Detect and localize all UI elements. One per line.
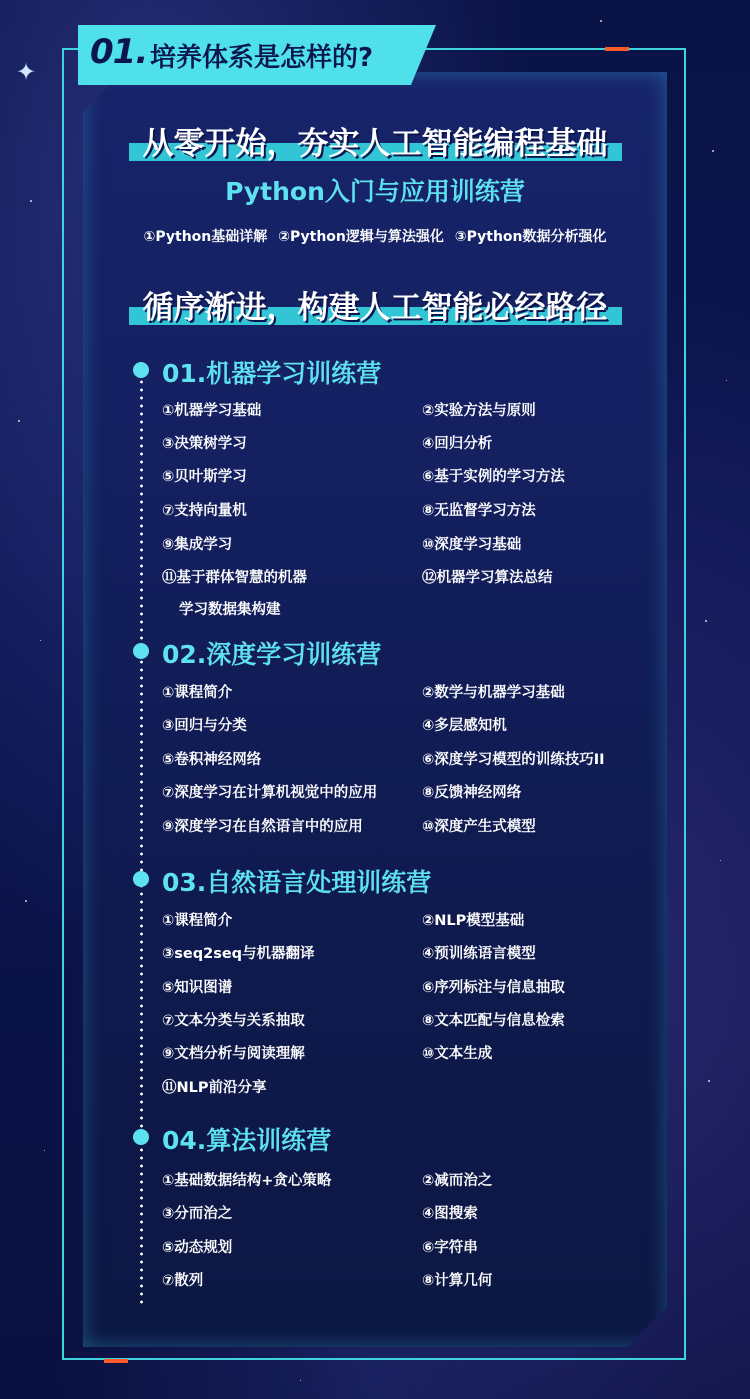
- headline-path: [0, 282, 750, 327]
- python-camp-title: Python入门与应用训练营: [225, 177, 525, 206]
- python-camp-item: ②Python逻辑与算法强化: [278, 229, 444, 245]
- python-camp-items: [0, 226, 750, 246]
- list-item: ②减而治之: [422, 1173, 493, 1189]
- list-item: ④回归分析: [422, 436, 493, 452]
- list-item: ④多层感知机: [422, 718, 507, 734]
- list-item: ⑤知识图谱: [162, 980, 233, 996]
- list-item: ⑧文本匹配与信息检索: [422, 1013, 565, 1029]
- list-item: ⑤贝叶斯学习: [162, 469, 247, 485]
- headline-foundation: [0, 118, 750, 163]
- python-camp-item: ①Python基础详解: [143, 229, 268, 245]
- camp-dot: [133, 362, 149, 378]
- list-item: ⑩文本生成: [422, 1046, 493, 1062]
- camp-dot: [133, 871, 149, 887]
- list-item: ⑪NLP前沿分享: [162, 1080, 267, 1096]
- list-item: ⑦文本分类与关系抽取: [162, 1013, 305, 1029]
- list-item: ③分而治之: [162, 1206, 233, 1222]
- list-item: ②数学与机器学习基础: [422, 685, 565, 701]
- list-item: ③回归与分类: [162, 718, 247, 734]
- list-item: ⑤卷积神经网络: [162, 752, 262, 768]
- list-item: ③seq2seq与机器翻译: [162, 946, 315, 962]
- sparkle-icon: ✦: [15, 58, 37, 86]
- camp-title-ml: 01.机器学习训练营: [162, 359, 382, 388]
- frame-accent-bottom: [104, 1359, 128, 1363]
- list-item: ⑪基于群体智慧的机器: [162, 570, 307, 586]
- list-item: ④预训练语言模型: [422, 946, 536, 962]
- camp-dot: [133, 643, 149, 659]
- list-item: ⑦深度学习在计算机视觉中的应用: [162, 785, 378, 801]
- list-item: ⑩深度学习基础: [422, 537, 522, 553]
- camp-dot: [133, 1129, 149, 1145]
- timeline-dotted-line: [140, 370, 143, 1305]
- camp-title-algo: 04.算法训练营: [162, 1126, 332, 1155]
- list-item: ⑧反馈神经网络: [422, 785, 522, 801]
- list-item: ②NLP模型基础: [422, 913, 525, 929]
- headline-foundation-text: 从零开始，夯实人工智能编程基础: [129, 118, 622, 163]
- list-item: ⑨文档分析与阅读理解: [162, 1046, 305, 1062]
- list-item: ②实验方法与原则: [422, 403, 536, 419]
- list-item: ⑥深度学习模型的训练技巧II: [422, 752, 605, 768]
- list-item: ⑧无监督学习方法: [422, 503, 536, 519]
- section-number: 01.: [90, 32, 148, 72]
- list-item: ①课程简介: [162, 685, 233, 701]
- section-title: 培养体系是怎样的?: [150, 43, 374, 73]
- list-item: ①机器学习基础: [162, 403, 262, 419]
- list-item: ①基础数据结构+贪心策略: [162, 1173, 332, 1189]
- list-item: ⑥序列标注与信息抽取: [422, 980, 565, 996]
- list-item: ⑨深度学习在自然语言中的应用: [162, 819, 363, 835]
- list-item: ①课程简介: [162, 913, 233, 929]
- camp-title-dl: 02.深度学习训练营: [162, 640, 382, 669]
- list-item: ⑧计算几何: [422, 1273, 493, 1289]
- list-item: ③决策树学习: [162, 436, 247, 452]
- list-item: ⑩深度产生式模型: [422, 819, 536, 835]
- list-item: ⑤动态规划: [162, 1240, 233, 1256]
- headline-path-text: 循序渐进，构建人工智能必经路径: [129, 282, 622, 327]
- list-item: ⑦支持向量机: [162, 503, 247, 519]
- list-item: ⑥字符串: [422, 1240, 478, 1256]
- frame-accent-top: [605, 47, 629, 51]
- camp-title-nlp: 03.自然语言处理训练营: [162, 868, 432, 897]
- list-item: ⑨集成学习: [162, 537, 233, 553]
- list-item: ⑫机器学习算法总结: [422, 570, 553, 586]
- list-item: ④图搜索: [422, 1206, 478, 1222]
- list-item: ⑦散列: [162, 1273, 204, 1289]
- python-camp-item: ③Python数据分析强化: [454, 229, 607, 245]
- list-item-continued: 学习数据集构建: [179, 602, 281, 618]
- list-item: ⑥基于实例的学习方法: [422, 469, 565, 485]
